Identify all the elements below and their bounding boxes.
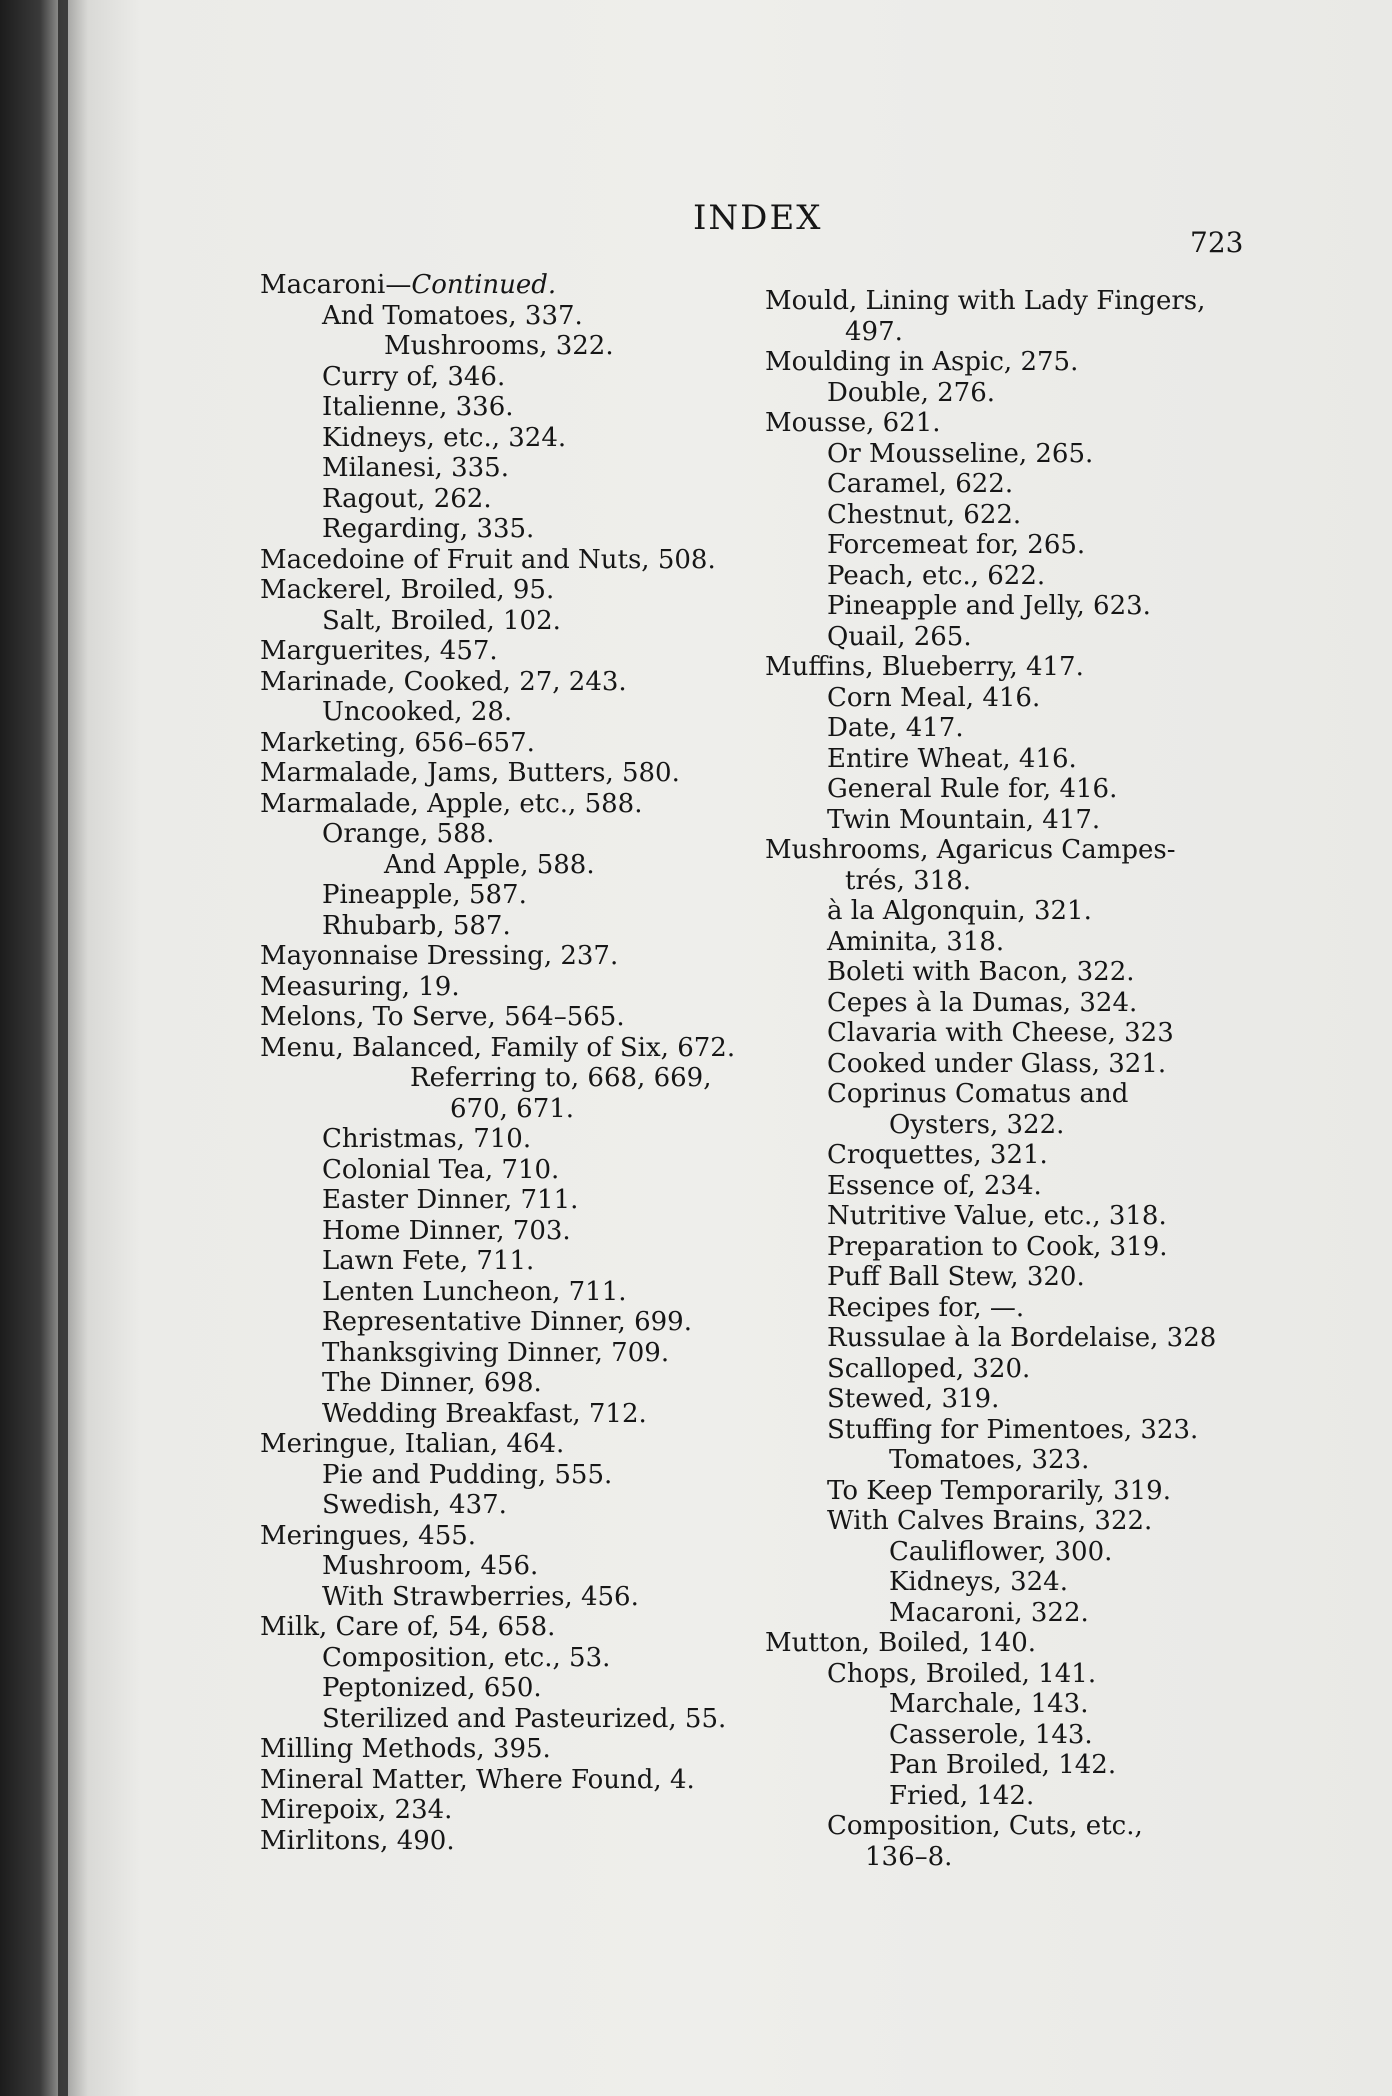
index-entry-text: 136–8.: [865, 1841, 953, 1872]
index-entry: [260, 1490, 740, 1521]
index-entry-text: Forcemeat for, 265.: [827, 530, 1086, 560]
index-entry-text: Marmalade, Jams, Butters, 580.: [260, 758, 680, 788]
index-entry: [765, 1201, 1275, 1232]
index-entry: [260, 1094, 740, 1125]
index-entry: [260, 1673, 740, 1704]
index-entry-text: Representative Dinner, 699.: [322, 1307, 692, 1337]
index-entry: [260, 1460, 740, 1491]
index-entry: [765, 835, 1275, 866]
index-entry-text: Colonial Tea, 710.: [322, 1154, 560, 1185]
index-entry-text: Lawn Fete, 711.: [322, 1246, 535, 1276]
index-entry: [260, 819, 740, 850]
index-entry-text: Milling Methods, 395.: [260, 1734, 551, 1764]
index-entry: [260, 1826, 740, 1857]
index-entry: [765, 1232, 1275, 1263]
index-entry-text: trés, 318.: [845, 865, 972, 896]
index-entry-text: Stewed, 319.: [827, 1384, 1000, 1414]
index-entry-text: Sterilized and Pasteurized, 55.: [322, 1703, 727, 1734]
index-entry-text: Corn Meal, 416.: [827, 682, 1041, 713]
index-entry: [765, 1354, 1275, 1385]
index-entry-text: Wedding Breakfast, 712.: [322, 1398, 647, 1429]
index-entry: [765, 805, 1275, 836]
index-entry: [765, 957, 1275, 988]
index-entry-text: Coprinus Comatus and: [827, 1079, 1129, 1109]
index-entry: [260, 880, 740, 911]
index-entry: [260, 1338, 740, 1369]
index-entry-text: With Calves Brains, 322.: [827, 1506, 1153, 1536]
index-entry-text: Pineapple and Jelly, 623.: [827, 591, 1151, 621]
index-entry-text: Boleti with Bacon, 322.: [827, 957, 1135, 987]
index-entry: [765, 1750, 1275, 1781]
index-entry: [765, 744, 1275, 775]
index-entry-text: Cauliflower, 300.: [889, 1536, 1113, 1567]
index-entry-text: Chestnut, 622.: [827, 499, 1022, 530]
index-entry: [765, 1140, 1275, 1171]
index-entry: [765, 1293, 1275, 1324]
index-entry-text: Melons, To Serve, 564–565.: [260, 1002, 625, 1032]
index-entry: [260, 453, 740, 484]
index-entry: [765, 1384, 1275, 1415]
index-entry: [260, 1399, 740, 1430]
index-entry-text: Mirlitons, 490.: [260, 1825, 455, 1856]
index-entry: [260, 1002, 740, 1033]
index-entry: [260, 1063, 740, 1094]
index-entry: [765, 469, 1275, 500]
index-entry: [260, 972, 740, 1003]
index-entry: [260, 575, 740, 606]
index-entry: [260, 850, 740, 881]
index-entry: [765, 1659, 1275, 1690]
index-entry: [260, 941, 740, 972]
index-entry-text: Salt, Broiled, 102.: [322, 605, 561, 636]
index-entry: [260, 484, 740, 515]
index-entry-text: Composition, etc., 53.: [322, 1642, 611, 1673]
index-entry: [260, 636, 740, 667]
index-entry-text: Milk, Care of, 54, 658.: [260, 1612, 556, 1642]
index-entry-text: Mousse, 621.: [765, 408, 941, 438]
index-entry-text: Christmas, 710.: [322, 1124, 532, 1154]
index-entry: [260, 1795, 740, 1826]
index-entry: [765, 500, 1275, 531]
index-entry-text: 670, 671.: [450, 1093, 575, 1124]
index-entry: [765, 1018, 1275, 1049]
index-entry: [765, 713, 1275, 744]
book-spine-shadow: [58, 0, 68, 2096]
index-entry-text: Macaroni—: [260, 270, 412, 300]
index-entry: [260, 1612, 740, 1643]
index-entry-text: To Keep Temporarily, 319.: [827, 1475, 1171, 1506]
index-entry-text: Casserole, 143.: [889, 1719, 1093, 1750]
index-entry-text: Quail, 265.: [827, 621, 972, 652]
index-entry-text: Puff Ball Stew, 320.: [827, 1262, 1085, 1292]
index-entry-text: Mutton, Boiled, 140.: [765, 1628, 1037, 1658]
index-entry-text: Date, 417.: [827, 713, 964, 743]
index-entry: [260, 392, 740, 423]
index-entry-text: Essence of, 234.: [827, 1170, 1042, 1201]
index-entry: [765, 622, 1275, 653]
index-entry: [260, 1643, 740, 1674]
index-entry-text: Twin Mountain, 417.: [827, 804, 1101, 835]
index-entry-text: Russulae à la Bordelaise, 328: [827, 1323, 1217, 1353]
index-entry: [260, 1582, 740, 1613]
index-entry-text: Caramel, 622.: [827, 469, 1014, 499]
index-entry-text: Home Dinner, 703.: [322, 1215, 571, 1246]
index-entry: [765, 896, 1275, 927]
index-entry-text: Tomatoes, 323.: [889, 1445, 1090, 1475]
index-entry: [260, 758, 740, 789]
index-entry: [260, 606, 740, 637]
index-entry-text: Oysters, 322.: [889, 1109, 1065, 1140]
index-entry-text: Composition, Cuts, etc.,: [827, 1811, 1143, 1841]
index-entry: [765, 1567, 1275, 1598]
index-entry-text: Stuffing for Pimentoes, 323.: [827, 1414, 1199, 1445]
index-entry: [765, 866, 1275, 897]
index-entry: [260, 1277, 740, 1308]
index-entry: [260, 1765, 740, 1796]
index-entry-text: Orange, 588.: [322, 819, 495, 849]
index-entry: [765, 347, 1275, 378]
index-entry: [260, 301, 740, 332]
index-entry-text: Referring to, 668, 669,: [410, 1063, 712, 1093]
index-entry-text: Macaroni, 322.: [889, 1597, 1089, 1628]
index-entry: [260, 1429, 740, 1460]
index-entry-text: Mineral Matter, Where Found, 4.: [260, 1764, 695, 1795]
index-entry-text: Kidneys, 324.: [889, 1567, 1068, 1597]
index-entry: [260, 423, 740, 454]
index-entry: [765, 378, 1275, 409]
index-entry-text: Aminita, 318.: [827, 926, 1005, 957]
index-entry-text: Meringue, Italian, 464.: [260, 1429, 565, 1459]
index-entry-text: Ragout, 262.: [322, 483, 492, 514]
index-entry-text: Scalloped, 320.: [827, 1353, 1031, 1384]
index-entry-text: Pan Broiled, 142.: [889, 1750, 1117, 1780]
index-entry: [765, 1476, 1275, 1507]
index-entry-text: Easter Dinner, 711.: [322, 1185, 579, 1215]
index-entry: [765, 927, 1275, 958]
index-entry: [260, 697, 740, 728]
index-entry: [260, 789, 740, 820]
index-entry-text: Pineapple, 587.: [322, 880, 527, 910]
index-entry: [260, 911, 740, 942]
index-entry-text: Clavaria with Cheese, 323: [827, 1018, 1174, 1048]
index-entry-text: Peptonized, 650.: [322, 1673, 542, 1703]
index-entry-text: à la Algonquin, 321.: [827, 896, 1092, 926]
index-entry: [765, 1171, 1275, 1202]
index-entry: [765, 286, 1275, 317]
index-entry-text: Italienne, 336.: [322, 392, 514, 422]
index-entry: [260, 1246, 740, 1277]
index-entry-text: Uncooked, 28.: [322, 697, 513, 727]
index-entry-text: Preparation to Cook, 319.: [827, 1231, 1168, 1262]
index-entry: [260, 1551, 740, 1582]
index-column-left: [260, 270, 740, 1856]
index-entry: [765, 1415, 1275, 1446]
index-entry-text: Chops, Broiled, 141.: [827, 1658, 1097, 1689]
index-entry: [260, 1368, 740, 1399]
index-entry-text: Curry of, 346.: [322, 361, 506, 392]
index-entry: [765, 1262, 1275, 1293]
index-entry: [260, 1521, 740, 1552]
index-entry-text: Menu, Balanced, Family of Six, 672.: [260, 1032, 736, 1063]
index-entry: [765, 652, 1275, 683]
index-entry-text: General Rule for, 416.: [827, 774, 1118, 804]
index-entry: [765, 1323, 1275, 1354]
index-entry: [765, 988, 1275, 1019]
index-entry: [765, 1110, 1275, 1141]
index-entry-text: Mayonnaise Dressing, 237.: [260, 941, 619, 971]
index-entry-text: Marinade, Cooked, 27, 243.: [260, 666, 627, 697]
index-entry: [765, 1445, 1275, 1476]
index-entry-text: Thanksgiving Dinner, 709.: [322, 1337, 670, 1368]
index-entry-text: Peach, etc., 622.: [827, 560, 1046, 591]
index-entry: [765, 317, 1275, 348]
index-entry-text: Mushrooms, 322.: [384, 331, 614, 361]
index-entry: [260, 1704, 740, 1735]
index-entry: [765, 1628, 1275, 1659]
index-entry: [765, 561, 1275, 592]
index-entry-text: Swedish, 437.: [322, 1490, 507, 1520]
index-entry: [260, 514, 740, 545]
index-entry-text: Croquettes, 321.: [827, 1140, 1048, 1170]
index-entry: [765, 683, 1275, 714]
index-entry: [765, 1811, 1275, 1842]
index-entry-text: Pie and Pudding, 555.: [322, 1459, 613, 1490]
index-entry: [260, 1033, 740, 1064]
index-entry-text: Marmalade, Apple, etc., 588.: [260, 788, 643, 819]
index-entry: [260, 545, 740, 576]
index-entry: [260, 270, 740, 301]
index-entry-text: Moulding in Aspic, 275.: [765, 347, 1079, 377]
index-entry: [765, 1079, 1275, 1110]
index-entry-text: Recipes for, —.: [827, 1292, 1025, 1323]
index-entry: [765, 1781, 1275, 1812]
index-entry-text: Mould, Lining with Lady Fingers,: [765, 286, 1206, 316]
index-entry: [765, 1049, 1275, 1080]
index-entry: [765, 1842, 1275, 1873]
index-entry: [765, 530, 1275, 561]
index-entry: [260, 1307, 740, 1338]
index-entry-text: Entire Wheat, 416.: [827, 743, 1077, 774]
index-entry: [260, 667, 740, 698]
index-entry-text: Marguerites, 457.: [260, 636, 498, 666]
index-entry: [260, 728, 740, 759]
index-entry: [765, 1689, 1275, 1720]
index-entry: [765, 1537, 1275, 1568]
index-entry-text: Mirepoix, 234.: [260, 1795, 453, 1825]
index-entry: [260, 1124, 740, 1155]
index-entry-text: Macedoine of Fruit and Nuts, 508.: [260, 544, 716, 575]
index-entry: [260, 1216, 740, 1247]
index-entry: [260, 1155, 740, 1186]
index-entry-text: Muffins, Blueberry, 417.: [765, 652, 1084, 682]
index-entry: [765, 1598, 1275, 1629]
index-entry-text: Mushroom, 456.: [322, 1551, 539, 1581]
index-entry-text: Fried, 142.: [889, 1780, 1035, 1811]
index-entry-text: And Apple, 588.: [384, 849, 595, 880]
index-entry: [765, 1720, 1275, 1751]
index-entry: [260, 1185, 740, 1216]
index-entry-text: Lenten Luncheon, 711.: [322, 1276, 627, 1307]
index-entry-text: With Strawberries, 456.: [322, 1581, 639, 1612]
page-header-title: INDEX: [693, 198, 823, 238]
index-entry: [260, 331, 740, 362]
index-entry-text: Rhubarb, 587.: [322, 910, 511, 941]
index-column-right: [765, 286, 1275, 1872]
index-entry: [765, 408, 1275, 439]
index-entry: [260, 362, 740, 393]
index-entry-text: Cooked under Glass, 321.: [827, 1048, 1167, 1079]
index-entry-text: Marketing, 656–657.: [260, 727, 535, 758]
index-entry-text: Regarding, 335.: [322, 514, 535, 544]
index-entry-text: Milanesi, 335.: [322, 453, 509, 483]
index-entry: [765, 591, 1275, 622]
index-entry-text: Measuring, 19.: [260, 971, 460, 1002]
index-entry-text: Marchale, 143.: [889, 1689, 1089, 1719]
continued-label: Continued.: [411, 270, 557, 300]
index-entry: [765, 774, 1275, 805]
index-entry-text: Nutritive Value, etc., 318.: [827, 1201, 1167, 1231]
index-entry-text: Meringues, 455.: [260, 1520, 477, 1551]
index-entry-text: 497.: [845, 316, 903, 347]
index-entry-text: The Dinner, 698.: [322, 1368, 542, 1398]
index-entry-text: Double, 276.: [827, 377, 996, 408]
index-entry: [765, 439, 1275, 470]
index-entry: [260, 1734, 740, 1765]
index-entry-text: Or Mousseline, 265.: [827, 438, 1094, 469]
page-number: 723: [1190, 226, 1244, 259]
index-entry-text: Kidneys, etc., 324.: [322, 422, 567, 453]
index-entry-text: And Tomatoes, 337.: [322, 300, 583, 331]
index-entry-text: Mackerel, Broiled, 95.: [260, 575, 555, 605]
index-entry-text: Cepes à la Dumas, 324.: [827, 987, 1138, 1018]
index-entry-text: Mushrooms, Agaricus Campes-: [765, 835, 1176, 865]
index-entry: [765, 1506, 1275, 1537]
